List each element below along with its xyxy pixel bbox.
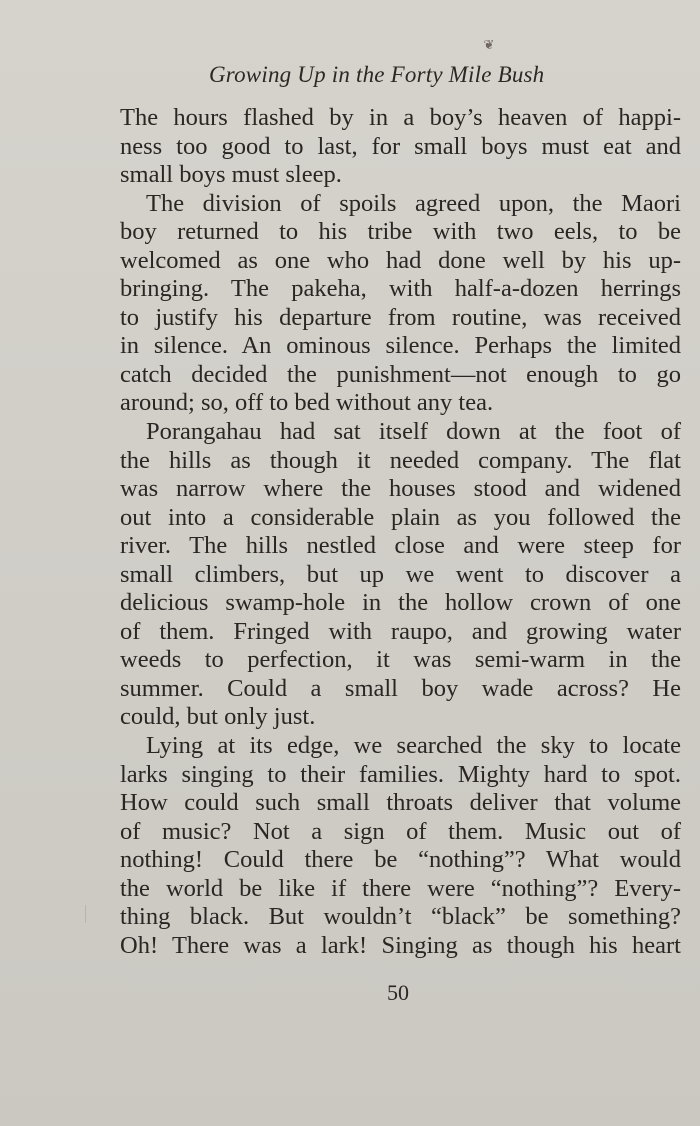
text-line: weeds to perfection, it was semi-warm in the <box>120 646 681 674</box>
text-line: the hills as though it needed company. The flat <box>120 446 681 474</box>
fleuron-ornament-icon: ❦ <box>483 37 495 52</box>
text-line: welcomed as one who had done well by his up- <box>120 246 681 274</box>
text-line: The hours flashed by in a boy’s heaven of happi- <box>120 104 681 131</box>
margin-speck <box>85 905 86 923</box>
text-line: ness too good to last, for small boys must eat and <box>120 132 681 160</box>
text-line: nothing! Could there be “nothing”? What would <box>120 846 681 874</box>
text-line: Oh! There was a lark! Singing as though his heart <box>120 931 681 959</box>
text-line: summer. Could a small boy wade across? He <box>120 674 681 702</box>
text-line: in silence. An ominous silence. Perhaps the limited <box>120 332 681 360</box>
text-line: river. The hills nestled close and were steep for <box>120 532 681 560</box>
text-line: of music? Not a sign of them. Music out of <box>120 817 681 845</box>
text-line: bringing. The pakeha, with half-a-dozen herrings <box>120 275 681 303</box>
text-line: catch decided the punishment—not enough to go <box>120 360 681 388</box>
text-line: delicious swamp-hole in the hollow crown of one <box>120 589 681 617</box>
text-line: was narrow where the houses stood and widened <box>120 475 681 503</box>
text-line: of them. Fringed with raupo, and growing water <box>120 617 681 645</box>
text-line: boy returned to his tribe with two eels, to be <box>120 218 681 246</box>
text-line: thing black. But wouldn’t “black” be something? <box>120 903 681 931</box>
text-line: Porangahau had sat itself down at the foot of <box>146 418 681 446</box>
running-head-title: Growing Up in the Forty Mile Bush <box>209 62 545 87</box>
text-line: larks singing to their families. Mighty hard to spot. <box>120 760 681 788</box>
text-line: to justify his departure from routine, was received <box>120 303 681 331</box>
text-line: the world be like if there were “nothing”? Every- <box>120 874 681 902</box>
text-line: small climbers, but up we went to discover a <box>120 560 681 588</box>
body-text <box>120 104 681 960</box>
text-line: out into a considerable plain as you followed the <box>120 503 681 531</box>
text-line: The division of spoils agreed upon, the Maori <box>146 189 681 217</box>
text-line: could, but only just. <box>120 703 316 731</box>
text-line: small boys must sleep. <box>120 161 342 189</box>
page-number: 50 <box>387 980 409 1005</box>
text-line: How could such small throats deliver that volume <box>120 789 681 817</box>
text-line: around; so, off to bed without any tea. <box>120 389 494 417</box>
text-line: Lying at its edge, we searched the sky to locate <box>146 732 681 760</box>
